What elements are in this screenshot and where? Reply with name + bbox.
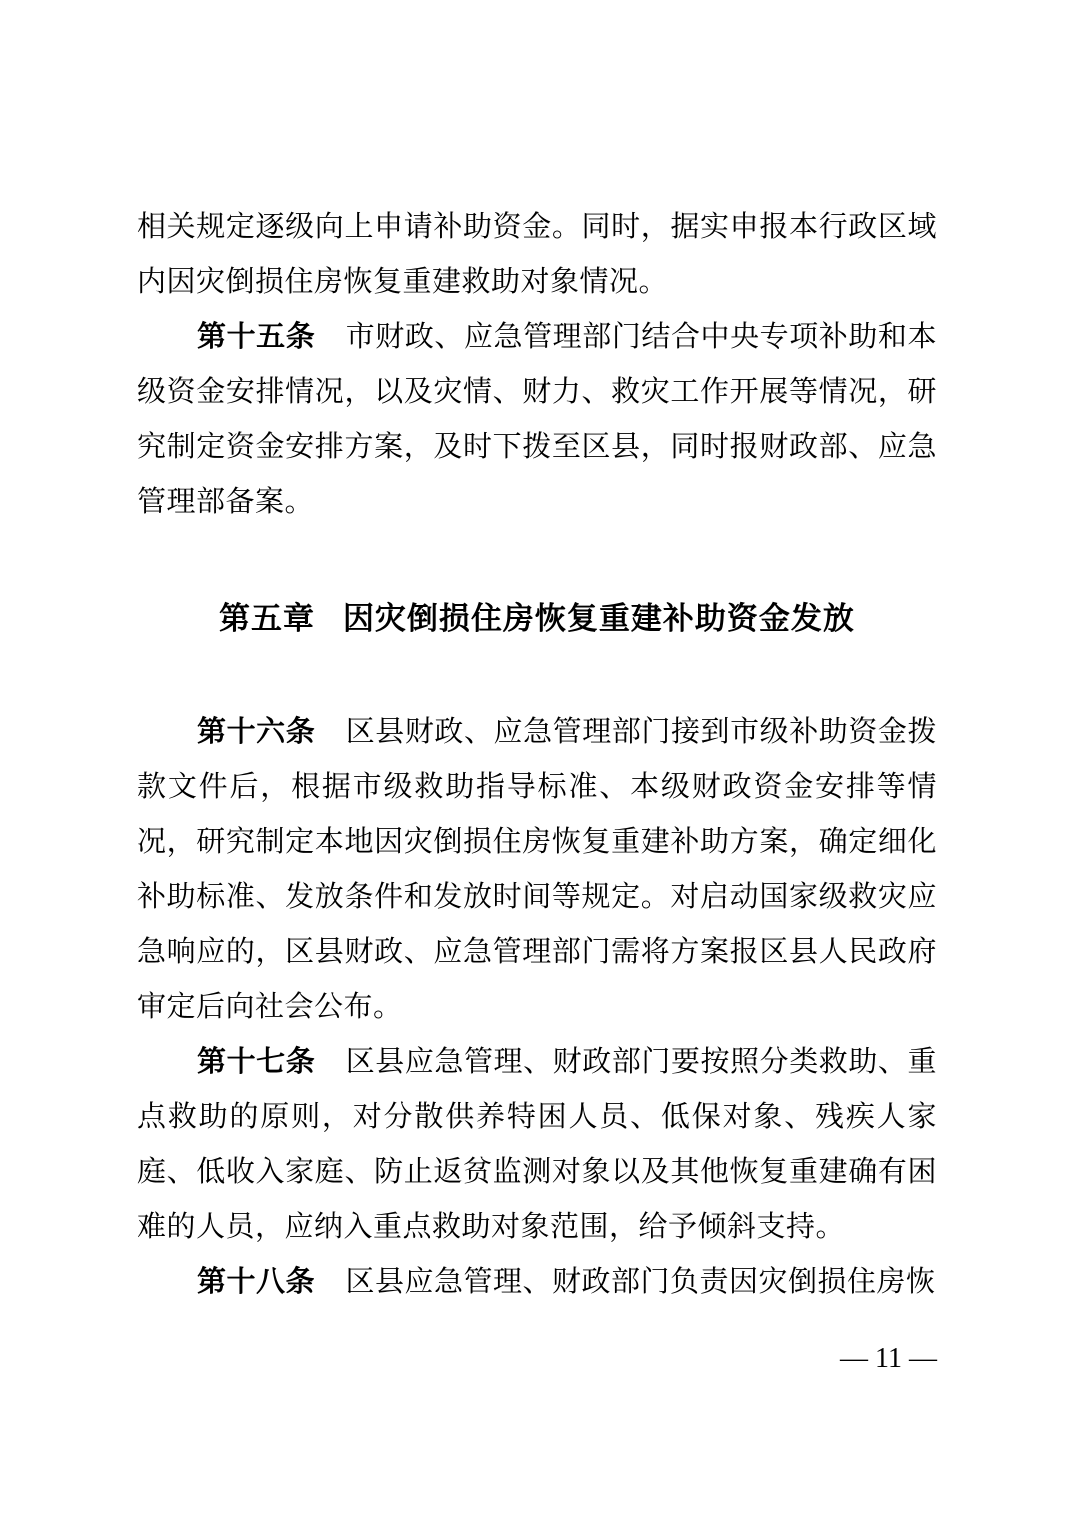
article-17-term: 第十七条 — [197, 1046, 316, 1078]
chapter-title: 因灾倒损住房恢复重建补助资金发放 — [342, 601, 855, 636]
paragraph-article-17 — [137, 1035, 937, 1255]
page-number: — 11 — — [840, 1343, 937, 1374]
chapter-number: 第五章 — [219, 601, 316, 636]
article-16-term: 第十六条 — [197, 716, 316, 748]
chapter-heading — [137, 591, 937, 646]
article-16-text: 区县财政、应急管理部门接到市级补助资金拨款文件后，根据市级救助指导标准、本级财政资金安排等情况，研究制定本地因灾倒损住房恢复重建补助方案，确定细化补助标准、发放条件和发放时间等规定。对启动国家级救灾应急响应的，区县财政、应急管理部门需将方案报区县人民政府审定后向社会公布。 — [137, 716, 937, 1023]
paragraph-article-16 — [137, 705, 937, 1035]
article-15-term: 第十五条 — [197, 321, 316, 353]
document-body — [137, 0, 937, 1310]
article-18-text: 区县应急管理、财政部门负责因灾倒损住房恢 — [345, 1266, 936, 1298]
article-18-term: 第十八条 — [197, 1266, 316, 1298]
paragraph-continuation — [137, 200, 937, 310]
paragraph-text: 相关规定逐级向上申请补助资金。同时，据实申报本行政区域内因灾倒损住房恢复重建救助对象情况。 — [137, 211, 937, 298]
paragraph-article-15 — [137, 310, 937, 530]
article-15-text: 市财政、应急管理部门结合中央专项补助和本级资金安排情况，以及灾情、财力、救灾工作开展等情况，研究制定资金安排方案，及时下拨至区县，同时报财政部、应急管理部备案。 — [137, 321, 937, 518]
article-17-text: 区县应急管理、财政部门要按照分类救助、重点救助的原则，对分散供养特困人员、低保对象、残疾人家庭、低收入家庭、防止返贫监测对象以及其他恢复重建确有困难的人员，应纳入重点救助对象范围，给予倾斜支持。 — [137, 1046, 937, 1243]
paragraph-article-18 — [137, 1255, 937, 1310]
